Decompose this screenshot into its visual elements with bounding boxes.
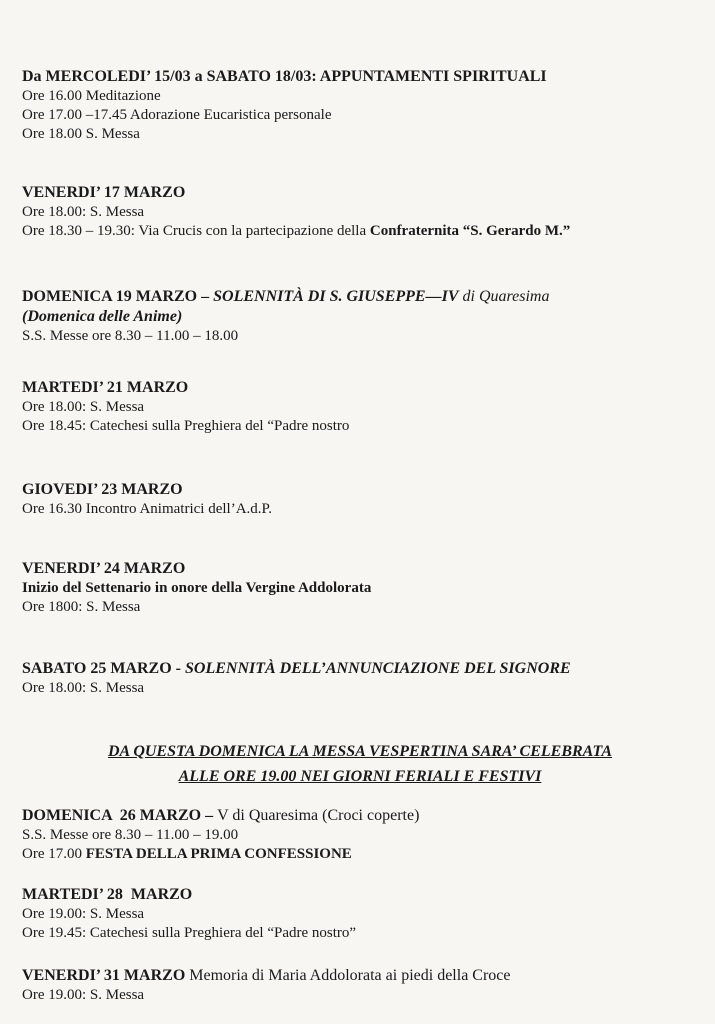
event-heading [22, 67, 702, 87]
event-block [22, 966, 702, 1005]
event-block [22, 67, 702, 144]
text-segment: Ore 17.00 –17.45 Adorazione Eucaristica personale [22, 107, 332, 123]
event-block [22, 885, 702, 943]
schedule-line [22, 986, 702, 1005]
text-segment: FESTA DELLA PRIMA CONFESSIONE [85, 846, 352, 862]
schedule-line [22, 417, 702, 436]
schedule-line [22, 826, 702, 845]
text-segment: S.S. Messe ore 8.30 – 11.00 – 19.00 [22, 827, 239, 843]
text-segment: Ore 18.00: S. Messa [22, 204, 145, 220]
event-block [22, 287, 702, 346]
text-segment: Ore 19.00: S. Messa [22, 906, 145, 922]
mass-time-notice [40, 741, 680, 788]
text-segment: Ore 18.45: Catechesi sulla Preghiera del “Padre nostro [22, 418, 350, 434]
text-segment: Ore 18.00 S. Messa [22, 126, 140, 142]
schedule-line [22, 905, 702, 924]
text-segment: Ore 19.45: Catechesi sulla Preghiera del “Padre nostro” [22, 925, 357, 941]
text-segment: V di Quaresima (Croci coperte) [217, 807, 420, 824]
event-heading [22, 659, 702, 679]
text-segment: S.S. Messe ore 8.30 – 11.00 – 18.00 [22, 328, 239, 344]
event-block [22, 480, 702, 519]
event-block [22, 183, 702, 241]
event-heading [22, 559, 702, 579]
notice-line-2: ALLE ORE 19.00 NEI GIORNI FERIALI E FESTIVI [178, 768, 542, 785]
text-segment: Ore 18.00: S. Messa [22, 399, 145, 415]
text-segment: SOLENNITÀ DELL’ANNUNCIAZIONE DEL SIGNORE [184, 660, 571, 677]
text-segment: MARTEDI’ 28 MARZO [22, 886, 193, 903]
text-segment: Ore 19.00: S. Messa [22, 987, 145, 1003]
text-segment: VENERDI’ 17 MARZO [22, 184, 186, 201]
event-subheading: (Domenica delle Anime) [22, 308, 183, 325]
text-segment: di Quaresima [458, 288, 550, 305]
text-segment: DOMENICA 26 MARZO – [22, 807, 218, 824]
event-heading [22, 183, 702, 203]
event-block [22, 378, 702, 436]
event-heading [22, 885, 702, 905]
event-heading [22, 378, 702, 398]
text-segment: Ore 16.30 Incontro Animatrici dell’A.d.P. [22, 501, 272, 517]
text-segment: Ore 18.00: S. Messa [22, 680, 145, 696]
text-segment: DOMENICA 19 MARZO – [22, 288, 214, 305]
text-segment: SOLENNITÀ DI S. GIUSEPPE—IV [213, 288, 459, 305]
schedule-line [22, 125, 702, 144]
schedule-line [22, 679, 702, 698]
schedule-line [22, 845, 702, 864]
schedule-line [22, 327, 702, 346]
text-segment: Inizio del Settenario in onore della Vergine Addolorata [22, 580, 372, 596]
schedule-line [22, 106, 702, 125]
event-block [22, 659, 702, 698]
notice-line-1: DA QUESTA DOMENICA LA MESSA VESPERTINA SARA’ CELEBRATA [107, 743, 613, 760]
text-segment: Ore 17.00 [22, 846, 86, 862]
schedule-line [22, 500, 702, 519]
text-segment: Ore 1800: S. Messa [22, 599, 141, 615]
event-heading [22, 480, 702, 500]
text-segment: SABATO 25 MARZO - [22, 660, 185, 677]
text-segment: GIOVEDI’ 23 MARZO [22, 481, 183, 498]
text-segment: VENERDI’ 31 MARZO [22, 967, 190, 984]
schedule-line [22, 579, 702, 598]
event-block [22, 806, 702, 864]
text-segment: Ore 18.30 – 19.30: Via Crucis con la partecipazione della [22, 223, 370, 239]
text-segment: Da MERCOLEDI’ 15/03 a SABATO 18/03: APPUNTAMENTI SPIRITUALI [22, 68, 547, 85]
schedule-line [22, 222, 702, 241]
schedule-line [22, 924, 702, 943]
text-segment: VENERDI’ 24 MARZO [22, 560, 186, 577]
schedule-line [22, 598, 702, 617]
event-heading [22, 966, 702, 986]
event-block [22, 559, 702, 617]
text-segment: Confraternita “S. Gerardo M.” [369, 223, 571, 239]
schedule-line [22, 203, 702, 222]
text-segment: Memoria di Maria Addolorata ai piedi della Croce [189, 967, 511, 984]
text-segment: Ore 16.00 Meditazione [22, 88, 161, 104]
event-heading [22, 806, 702, 826]
schedule-line [22, 87, 702, 106]
schedule-line [22, 398, 702, 417]
event-heading [22, 287, 702, 307]
text-segment: MARTEDI’ 21 MARZO [22, 379, 189, 396]
